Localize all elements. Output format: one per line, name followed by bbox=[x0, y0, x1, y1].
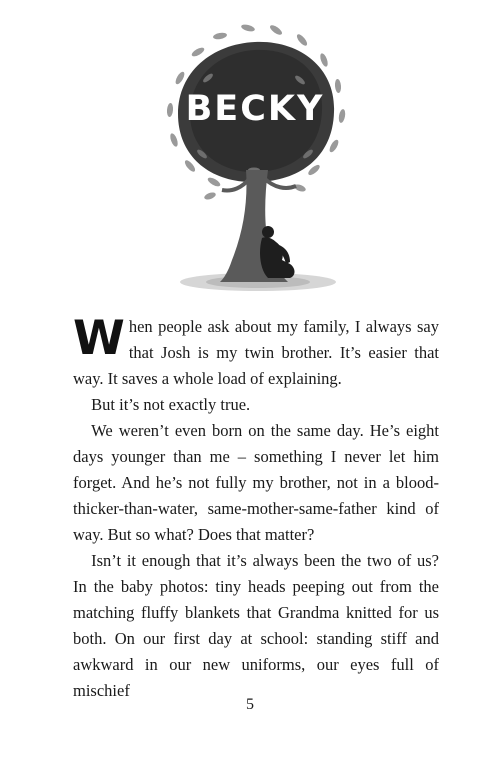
dropcap-letter: W bbox=[73, 311, 125, 366]
chapter-title: BECKY bbox=[185, 89, 325, 129]
paragraph-1-text: hen people ask about my family, I always say that Josh is my twin brother. It’s easier that way. It saves a whole load of explaining. bbox=[73, 317, 439, 388]
tree-illustration bbox=[150, 20, 360, 298]
chapter-body bbox=[73, 311, 439, 704]
page-number: 5 bbox=[246, 696, 254, 713]
paragraph-4: Isn’t it enough that it’s always been the two of us? In the baby photos: tiny heads peeping out from the matching fluffy blankets that Grandma knitted for us both. On our first day at school: standing stiff and awkward in our new uniforms, our eyes full of mischief bbox=[73, 551, 439, 700]
paragraph-1 bbox=[73, 311, 439, 392]
paragraph-3: We weren’t even born on the same day. He’s eight days younger than me – something I never let him forget. And he’s not fully my brother, not in a blood-thicker-than-water, same-mother-same-father kind of way. But so what? Does that matter? bbox=[73, 421, 439, 544]
paragraph-2: But it’s not exactly true. bbox=[91, 395, 251, 414]
sitting-child-figure bbox=[260, 226, 295, 278]
